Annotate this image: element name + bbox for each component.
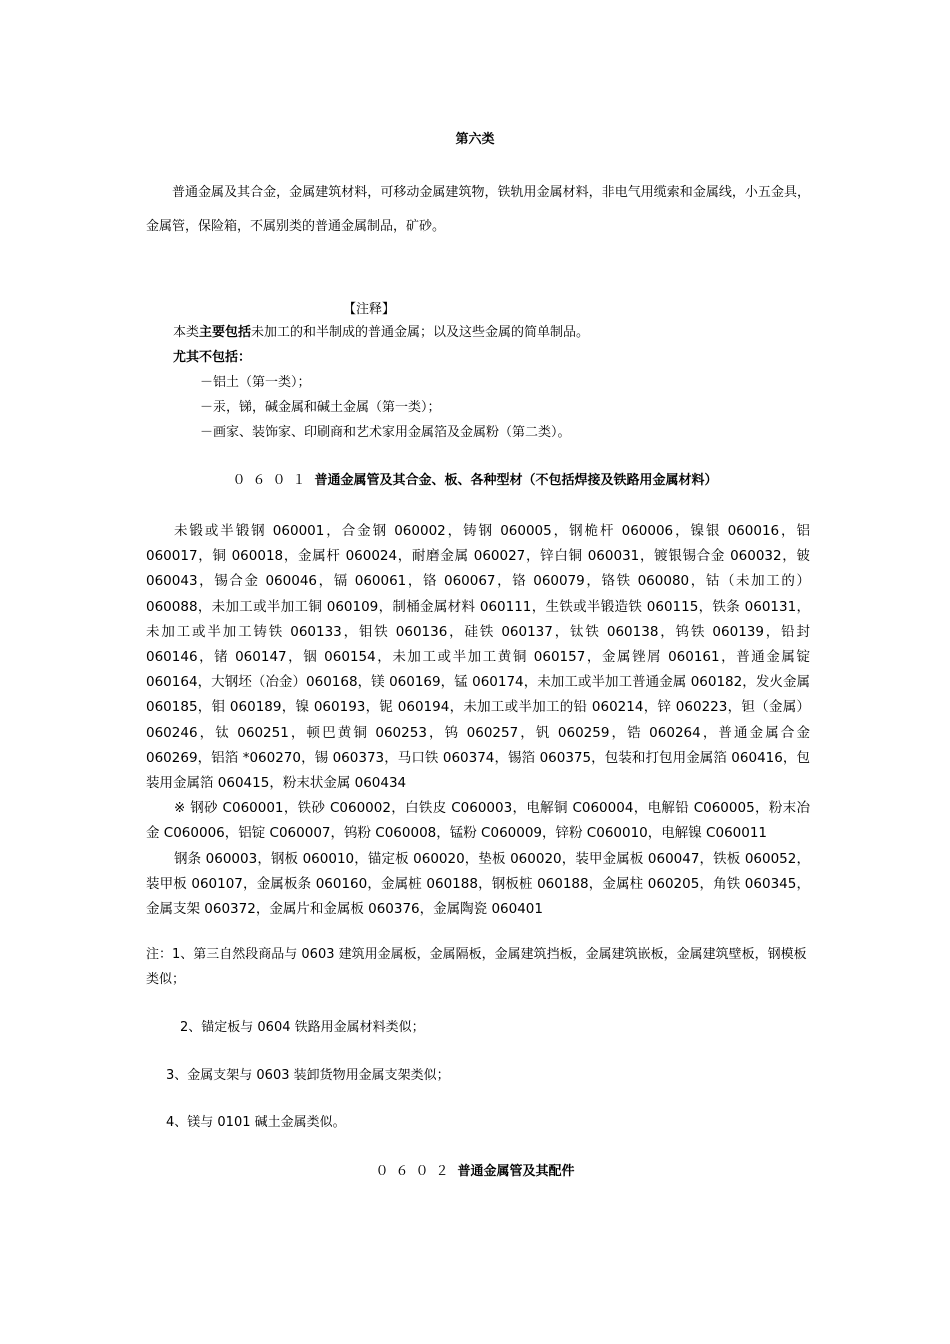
footnote-4: 4、镁与 0101 碱土金属类似。	[166, 1115, 346, 1130]
section-code: ０６０２	[375, 1164, 456, 1179]
note-includes	[173, 320, 589, 345]
note-heading: 【注释】	[343, 302, 396, 317]
exclusion-item: －汞，锑，碱金属和碱土金属（第一类）；	[200, 400, 441, 415]
note-excludes-label: 尤其不包括：	[173, 350, 252, 365]
section-heading-0602	[0, 1160, 950, 1179]
footnote-2: 2、锚定板与 0604 铁路用金属材料类似；	[180, 1020, 425, 1035]
footnote-3: 3、金属支架与 0603 装卸货物用金属支架类似；	[166, 1068, 450, 1083]
paragraph-goods: 未锻或半锻钢 060001，合金钢 060002，铸钢 060005，钢桅杆 060006，镍银 060016，铝 060017，铜 060018，金属杆 060024，耐磨金属 060027，锌白铜 060031，镀银锡合金 060032，铍 060043，锡合金 060046，镉 060061，铬 060067，铬 060079，铬铁 060080，钴（未加工的）060088，未加工或半加工铜 060109，制桶金属材料 060111，生铁或半锻造铁 060115，铁条 060131，未加工或半加工铸铁 060133，钼铁 060136，硅铁 060137，钛铁 060138，钨铁 060139，铅封 060146，锗 060147，铟 060154，未加工或半加工黄铜 060157，金属锉屑 060161，普通金属锭 060164，大钢坯（冶金）060168，镁 060169，锰 060174，未加工或半加工普通金属 060182，发火金属 060185，钼 060189，镍 060193，铌 060194，未加工或半加工的铅 060214，锌 060223，钽（金属）060246，钛 060251，顿巴黄铜 060253，钨 060257，钒 060259，锆 060264，普通金属合金 060269，铝箔 *060270，锡 060373，马口铁 060374，锡箔 060375，包装和打包用金属箔 060416，包装用金属箔 060415，粉末状金属 060434	[146, 523, 810, 792]
footnote-1: 注：1、第三自然段商品与 0603 建筑用金属板，金属隔板，金属建筑挡板，金属建筑嵌板，金属建筑壁板，钢模板类似；	[146, 947, 807, 987]
exclusion-item: －画家、装饰家、印刷商和艺术家用金属箔及金属粉（第二类）。	[200, 425, 571, 440]
section-code: ０６０１	[232, 473, 313, 488]
section-title: 普通金属管及其配件	[457, 1164, 575, 1179]
paragraph-materials: 钢条 060003，钢板 060010，锚定板 060020，垫板 060020，装甲金属板 060047，铁板 060052，装甲板 060107，金属板条 060160，金属桩 060188，钢板桩 060188，金属柱 060205，角铁 060345，金属支架 060372，金属片和金属板 060376，金属陶瓷 060401	[146, 850, 810, 918]
section-title: 普通金属管及其合金、板、各种型材（不包括焊接及铁路用金属材料）	[314, 473, 718, 488]
class-title: 第六类	[455, 132, 495, 147]
note-includes-bold: 主要包括	[199, 325, 252, 340]
note-includes-prefix: 本类	[173, 325, 200, 340]
note-includes-text: 未加工的和半制成的普通金属；以及这些金属的简单制品。	[251, 325, 590, 340]
section-heading-0601	[0, 469, 950, 488]
section-body	[146, 519, 810, 922]
paragraph-ores: ※ 钢砂 C060001，铁砂 C060002，白铁皮 C060003，电解铜 C060004，电解铅 C060005，粉末冶金 C060006，铝锭 C060007，钨粉 C060008，锰粉 C060009，锌粉 C060010，电解镍 C060011	[146, 800, 810, 842]
exclusion-item: －铝土（第一类）；	[200, 375, 311, 390]
class-intro: 普通金属及其合金，金属建筑材料，可移动金属建筑物，铁轨用金属材料，非电气用缆索和金属线，小五金具，金属管，保险箱，不属别类的普通金属制品，矿砂。	[146, 185, 810, 234]
